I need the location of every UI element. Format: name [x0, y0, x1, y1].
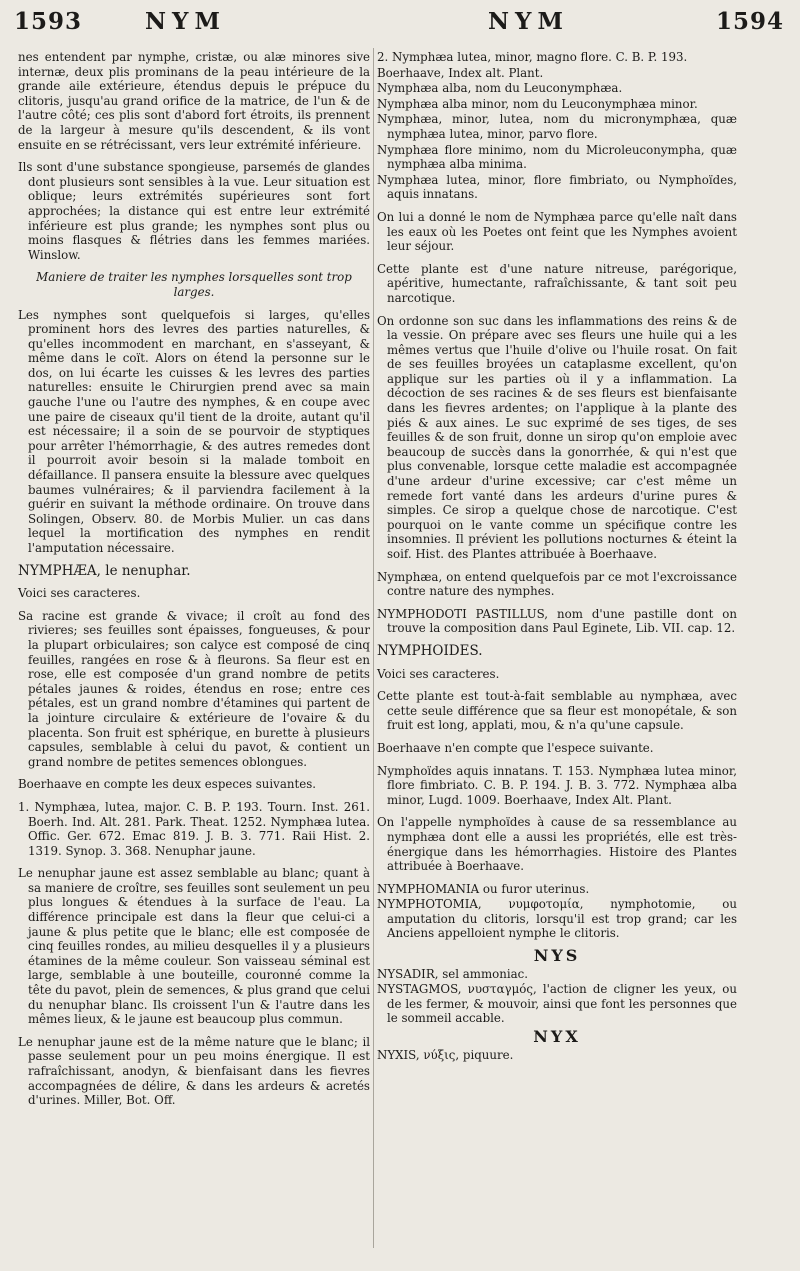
synonym-item: Nymphæa lutea, minor, flore fimbriato, ou Nymphoïdes, aquis innatans. — [377, 172, 737, 202]
paragraph: 1. Nymphæa, lutea, major. C. B. P. 193. Tourn. Inst. 261. Boerh. Ind. Alt. 281. Park. Theat. 1252. Nymphæa lutea. Offic. Ger. 672. Emac 819. J. B. 3. 771. Raii Hist. 2. 1319. Synop. 3. 368. Nenuphar jaune. — [18, 799, 370, 858]
left-running-head: NYM — [145, 8, 226, 35]
entry-nysadir: NYSADIR, sel ammoniac. — [377, 966, 529, 981]
paragraph: On l'appelle nymphoïdes à cause de sa ressemblance au nymphæa dont elle a aussi les propriétés, elle est très-énergique dans les hémorrhagies. Histoire des Plantes attribuée à Boerhaave. — [377, 815, 737, 874]
paragraph: Nymphoïdes aquis innatans. T. 153. Nymphæa lutea minor, flore fimbriato. C. B. P. 194. J. B. 3. 772. Nymphæa alba minor, Lugd. 1009. Boerhaave, Index Alt. Plant. — [377, 763, 737, 807]
right-running-head: NYM — [488, 8, 569, 35]
paragraph: Boerhaave en compte les deux especes suivantes. — [18, 777, 316, 792]
section-subtitle: Maniere de traiter les nymphes lorsquelles sont trop larges. — [36, 270, 352, 299]
section-heading-nys: NYS — [533, 946, 581, 966]
paragraph: On lui a donné le nom de Nymphæa parce qu'elle naît dans les eaux où les Poetes ont feint que les Nymphes avoient leur séjour. — [377, 209, 737, 254]
entry-nymphodoti: NYMPHODOTI PASTILLUS, nom d'une pastille dont on trouve la composition dans Paul Eginete, Lib. VII. cap. 12. — [377, 606, 737, 636]
paragraph: Voici ses caracteres. — [377, 666, 500, 681]
synonym-item: Nymphæa, minor, lutea, nom du micronymphæa, quæ nymphæa lutea, minor, parvo flore. — [377, 112, 737, 141]
synonym-list — [377, 50, 737, 202]
paragraph: Ils sont d'une substance spongieuse, parsemés de glandes dont plusieurs sont sensibles à la vue. Leur situation est oblique; leurs extrémités supérieures sont fort approchées; la distance qui est entre leur extrémité inférieure est plus grande; les nymphes sont plus ou moins flasques & flétries dans les femmes mariées. Winslow. — [18, 160, 370, 262]
synonym-item: Nymphæa alba, nom du Leuconymphæa. — [377, 81, 623, 96]
entry-nystagmos: NYSTAGMOS, νυσταγμός, l'action de cligner les yeux, ou de les fermer, & mouvoir, ainsi que font les personnes que le sommeil accable. — [377, 982, 737, 1026]
paragraph: Voici ses caracteres. — [18, 586, 141, 601]
synonym-item: Nymphæa alba minor, nom du Leuconymphæa minor. — [377, 96, 698, 111]
left-column — [18, 50, 370, 1116]
entry-nymphomania: NYMPHOMANIA ou furor uterinus. — [377, 881, 590, 896]
paragraph: Cette plante est d'une nature nitreuse, parégorique, apéritive, humectante, rafraîchissante, & tant soit peu narcotique. — [377, 261, 737, 305]
entry-heading-nymphaea: NYMPHÆA, le nenuphar. — [18, 562, 191, 579]
paragraph: Le nenuphar jaune est de la même nature que le blanc; il passe seulement pour un peu moins énergique. Il est rafraîchissant, anodyn, & bienfaisant dans les fievres accompagnées de délire, & dans les ardeurs & acretés d'urines. Miller, Bot. Off. — [18, 1034, 370, 1108]
synonym-item: 2. Nymphæa lutea, minor, magno flore. C. B. P. 193. — [377, 50, 688, 64]
right-column — [377, 50, 737, 1070]
paragraph: Boerhaave n'en compte que l'espece suivante. — [377, 740, 654, 755]
left-page-number: 1593 — [14, 8, 83, 35]
paragraph: Les nymphes sont quelquefois si larges, qu'elles prominent hors des levres des parties naturelles, & qu'elles incommodent en marchant, en s'asseyant, & même dans le coït. Alors on étend la personne sur le dos, on lui écarte les cuisses & les levres des parties naturelles: ensuite le Chirurgien prend avec sa main gauche l'une ou l'autre des nymphes, & en coupe avec une paire de ciseaux qu'il tient de la droite, autant qu'il est nécessaire; il a soin de se pourvoir de styptiques pour arrêter l'hémorrhagie, & des autres remedes dont il pourroit avoir besoin si la malade tomboit en défaillance. Il pansera ensuite la blessure avec quelques baumes vulnéraires; & il parviendra facilement à la guérir en suivant la méthode ordinaire. On trouve dans Solingen, Observ. 80. de Morbis Mulier. un cas dans lequel la mortification des nymphes en rendit l'amputation nécessaire. — [18, 307, 370, 555]
paragraph: nes entendent par nymphe, cristæ, ou alæ minores sive internæ, deux plis prominans de la peau intérieure de la grande aile extérieure, étendus depuis le prépuce du clitoris, jusqu'au grand orifice de la matrice, de l'un & de l'autre côté; ces plis sont d'abord fort étroits, ils prennent de la largeur à mesure qu'ils descendent, & ils vont ensuite en se rétrécissant, vers leur extrémité inférieure. — [18, 50, 370, 152]
paragraph: Cette plante est tout-à-fait semblable au nymphæa, avec cette seule différence que sa fleur est monopétale, & son fruit est long, applati, mou, & n'a qu'une capsule. — [377, 689, 737, 733]
synonym-item: Boerhaave, Index alt. Plant. — [377, 65, 544, 80]
section-heading-nyx: NYX — [533, 1027, 581, 1047]
entry-nyxis: NYXIS, νύξις, piquure. — [377, 1047, 514, 1062]
paragraph: Nymphæa, on entend quelquefois par ce mot l'excroissance contre nature des nymphes. — [377, 569, 737, 599]
entry-nymphotomia: NYMPHOTOMIA, νυμφοτομία, nymphotomie, ou amputation du clitoris, lorsqu'il est trop grand; car les Anciens appelloient nymphe le clitoris. — [377, 897, 737, 941]
column-divider — [373, 48, 374, 1248]
entry-heading-nymphoides: NYMPHOIDES. — [377, 642, 483, 659]
paragraph: Sa racine est grande & vivace; il croît au fond des rivieres; ses feuilles sont épaisses, fongueuses, & pour la plupart orbiculaires; son calyce est composé de cinq feuilles, rangées en rose & à fleurons. Sa fleur est en rose, elle est composée d'un grand nombre de petits pétales jaunes & roides, étendus en rose; entre ces pétales, est un grand nombre d'étamines qui partent de la jointure circulaire & extérieure de l'ovaire & du placenta. Son fruit est sphérique, en burette à plusieurs capsules, semblable à celui du pavot, & contient un grand nombre de petites semences oblongues. — [18, 608, 370, 769]
right-page-number: 1594 — [716, 8, 785, 35]
paragraph: Le nenuphar jaune est assez semblable au blanc; quant à sa maniere de croître, ses feuilles sont seulement un peu plus longues & étendues à la surface de l'eau. La différence principale est dans la fleur que celui-ci a jaune & plus petite que le blanc; elle est composée de cinq feuilles rondes, au milieu desquelles il y a plusieurs étamines de la même couleur. Son vaisseau séminal est large, semblable à une bouteille, couronné comme la tête du pavot, plein de semences, & plus grand que celui du nenuphar blanc. Ils croissent l'un & l'autre dans les mêmes lieux, & le jaune est beaucoup plus commun. — [18, 866, 370, 1027]
synonym-item: Nymphæa flore minimo, nom du Microleuconympha, quæ nymphæa alba minima. — [377, 142, 737, 172]
paragraph: On ordonne son suc dans les inflammations des reins & de la vessie. On prépare avec ses fleurs une huile qui a les mêmes vertus que l'huile d'olive ou l'huile rosat. On fait de ses feuilles broyées un cataplasme excellent, qu'on applique sur les parties où il y a inflammation. La décoction de ses racines & de ses fleurs est bienfaisante dans les fievres ardentes; on l'applique à la plante des piés & aux aines. Le suc exprimé de ses tiges, de ses feuilles & de son fruit, donne un sirop qu'on emploie avec beaucoup de succès dans la gonorrhée, & qui n'est que plus convenable, lorsque cette maladie est accompagnée d'une ardeur d'urine excessive; car c'est même un remede fort vanté dans les ardeurs d'urine pures & simples. Ce sirop a quelque chose de narcotique. C'est pourquoi on le vante comme un spécifique contre les insomnies. Il prévient les pollutions nocturnes & éteint la soif. Hist. des Plantes attribuée à Boerhaave. — [377, 313, 737, 561]
